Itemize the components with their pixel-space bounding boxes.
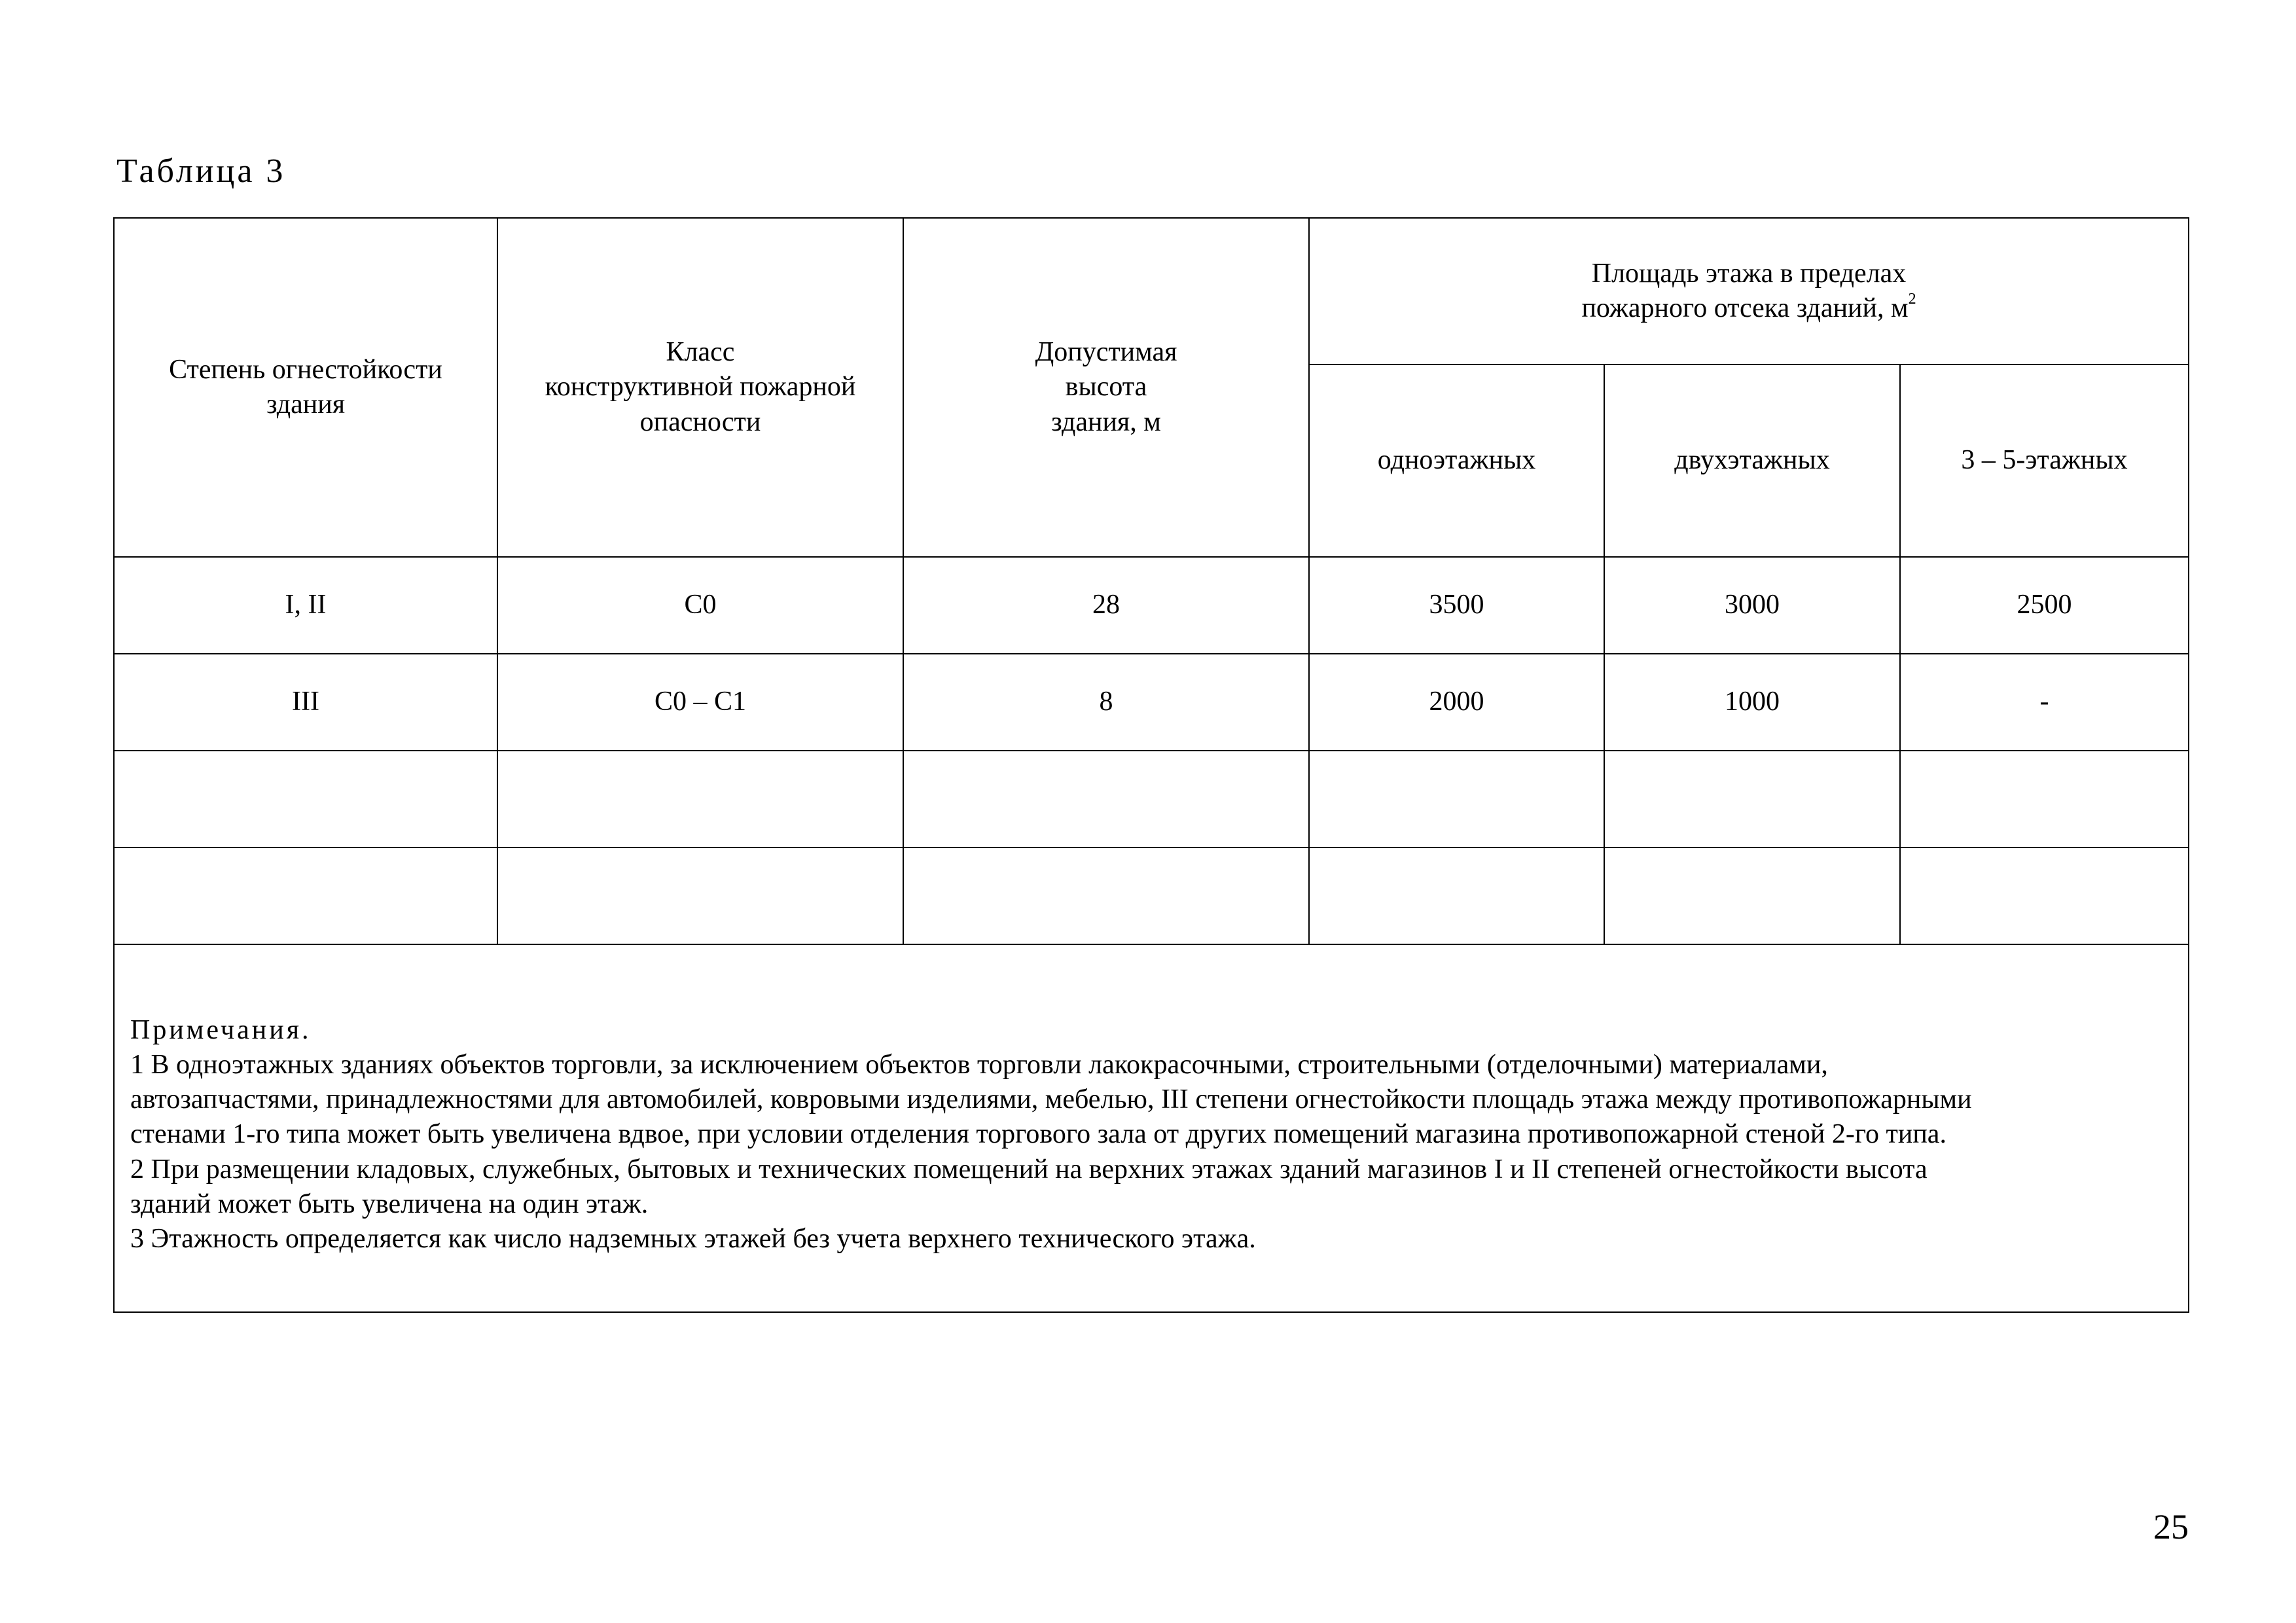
empty-cell [1309,847,1604,944]
header-group-line2 [1318,291,2180,326]
empty-cell [114,847,497,944]
page-number: 25 [2153,1507,2189,1546]
row1-two-storey: 3000 [1604,557,1900,654]
header-construction-class [497,218,903,557]
row1-degree: I, II [114,557,497,654]
header-col2-line2: конструктивной пожарной [545,372,856,402]
empty-cell [497,847,903,944]
empty-cell [1309,751,1604,847]
table-caption: Таблица 3 [117,152,286,190]
row2-degree: III [114,654,497,751]
header-one-storey: одноэтажных [1309,365,1604,557]
row1-one-storey: 3500 [1309,557,1604,654]
header-fire-resistance-degree [114,218,497,557]
note-line: зданий может быть увеличена на один этаж. [130,1188,649,1219]
notes-cell [114,944,2189,1312]
notes-title: Примечания. [130,1015,312,1045]
header-col2-line3: опасности [639,406,761,437]
row2-two-storey: 1000 [1604,654,1900,751]
header-col2-line1: Класс [666,337,735,367]
header-col3-line2: высота [1065,372,1147,402]
note-line: 2 При размещении кладовых, служебных, бытовых и технических помещений на верхних этажах зданий магазинов I и II степеней огнестойкости высота [130,1154,1928,1185]
fire-resistance-table [113,217,2189,1313]
header-col1-line2: здания [266,389,346,419]
header-col1-line1: Степень огнестойкости [169,354,442,385]
square-superscript: 2 [1908,291,1916,308]
header-allowed-height [903,218,1309,557]
note-line: 1 В одноэтажных зданиях объектов торговли, за исключением объектов торговли лакокрасочными, строительными (отделочными) материалами, [130,1050,1828,1080]
header-group-line1: Площадь этажа в пределах [1591,258,1907,289]
empty-cell [1604,751,1900,847]
empty-cell [1900,751,2189,847]
table-row [114,847,2189,944]
table-row [114,654,2189,751]
header-col3-line3: здания, м [1051,406,1161,437]
table-row [114,557,2189,654]
empty-cell [1900,847,2189,944]
header-col3-line1: Допустимая [1035,337,1177,367]
row1-height: 28 [903,557,1309,654]
table-row [114,751,2189,847]
row1-class: С0 [497,557,903,654]
header-group-line2-text: пожарного отсека зданий, м [1581,293,1909,323]
note-line: автозапчастями, принадлежностями для автомобилей, ковровыми изделиями, мебелью, III степени огнестойкости площадь этажа между противопожарными [130,1084,1972,1115]
header-two-storey: двухэтажных [1604,365,1900,557]
header-floor-area-group [1309,218,2189,365]
header-three-five-storey: 3 – 5-этажных [1900,365,2189,557]
row2-height: 8 [903,654,1309,751]
note-line: 3 Этажность определяется как число надземных этажей без учета верхнего технического этажа. [130,1223,1256,1254]
header-row-top [114,218,2189,365]
row2-class: С0 – С1 [497,654,903,751]
empty-cell [1604,847,1900,944]
row1-three-five-storey: 2500 [1900,557,2189,654]
empty-cell [903,847,1309,944]
empty-cell [114,751,497,847]
notes-row [114,944,2189,1312]
notes-text [130,1048,2172,1257]
empty-cell [497,751,903,847]
note-line: стенами 1-го типа может быть увеличена вдвое, при условии отделения торгового зала от других помещений магазина противопожарной стеной 2-го типа. [130,1119,1946,1150]
row2-three-five-storey: - [1900,654,2189,751]
empty-cell [903,751,1309,847]
row2-one-storey: 2000 [1309,654,1604,751]
